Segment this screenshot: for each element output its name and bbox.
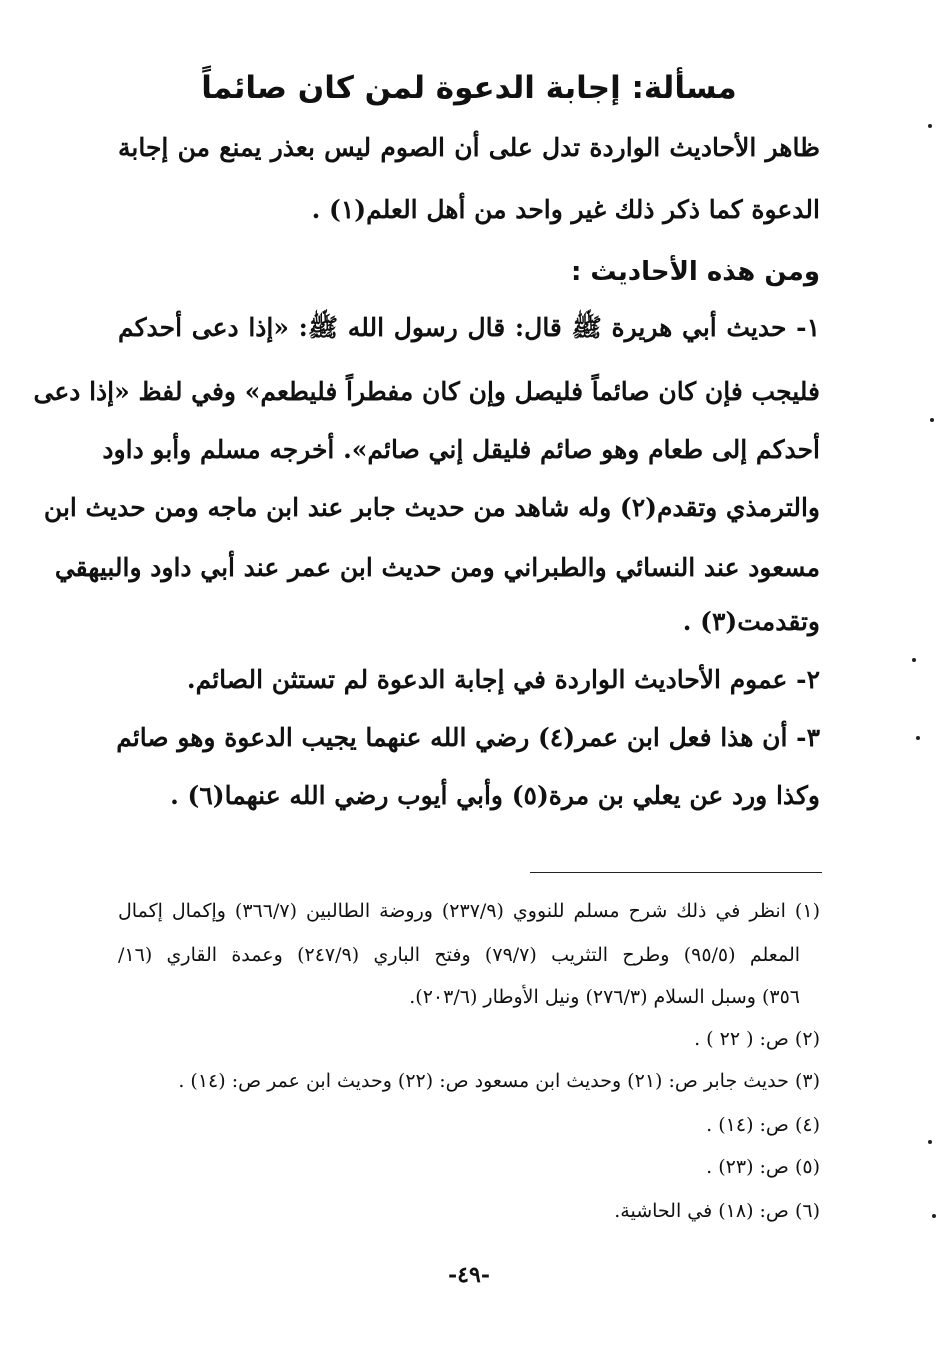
scan-mark [928,1140,932,1144]
body-line-3: أحدكم إلى طعام وهو صائم فليقل إني صائم». أخرجه مسلم وأبو داود [102,435,820,464]
footnote-line: (١) انظر في ذلك شرح مسلم للنووي (٢٣٧/٩) وروضة الطالبين (٣٦٦/٧) وإكمال إكمال [118,900,820,922]
body-line-9: وكذا ورد عن يعلي بن مرة(٥) وأبي أيوب رضي الله عنهما(٦) . [170,781,820,810]
body-line-8: ٣- أن هذا فعل ابن عمر(٤) رضي الله عنهما يجيب الدعوة وهو صائم [116,723,820,752]
footnote-separator [530,872,822,873]
footnote-line: (٦) ص: (١٨) في الحاشية. [614,1200,820,1222]
body-line-7: ٢- عموم الأحاديث الواردة في إجابة الدعوة لم تستثن الصائم. [186,665,820,694]
body-line-4: والترمذي وتقدم(٢) وله شاهد من حديث جابر عند ابن ماجه ومن حديث ابن [43,493,820,522]
body-line-1: ١- حديث أبي هريرة ﷺ قال: قال رسول الله ﷺ: «إذا دعى أحدكم [118,313,820,342]
page-number: -٤٩- [448,1262,490,1288]
page-title: مسألة: إجابة الدعوة لمن كان صائماً [201,70,737,106]
scan-mark [930,418,934,422]
body-line-6: وتقدمت(٣) . [682,607,820,636]
scan-mark [912,658,916,662]
scan-mark [928,124,932,128]
scan-mark [932,1214,936,1218]
body-line-2: فليجب فإن كان صائماً فليصل وإن كان مفطراً فليطعم» وفي لفظ «إذا دعى [33,377,820,406]
footnote-line: (٣) حديث جابر ص: (٢١) وحديث ابن مسعود ص: (٢٢) وحديث ابن عمر ص: (١٤) . [178,1070,820,1092]
footnote-line: المعلم (٩٥/٥) وطرح التثريب (٧٩/٧) وفتح الباري (٢٤٧/٩) وعمدة القاري (١٦/ [118,944,801,966]
intro-line-1: ظاهر الأحاديث الواردة تدل على أن الصوم ليس بعذر يمنع من إجابة [118,133,820,162]
footnote-line: (٢) ص: ( ٢٢ ) . [694,1028,820,1050]
scan-mark [916,736,920,740]
footnote-line: (٥) ص: (٢٣) . [706,1156,820,1178]
footnote-line: ٣٥٦) وسبل السلام (٢٧٦/٣) ونيل الأوطار (٢٠٣/٦). [409,986,800,1008]
section-heading: ومن هذه الأحاديث : [570,257,820,287]
intro-line-2: الدعوة كما ذكر ذلك غير واحد من أهل العلم(١) . [311,195,820,224]
footnote-line: (٤) ص: (١٤) . [706,1114,820,1136]
body-line-5: مسعود عند النسائي والطبراني ومن حديث ابن عمر عند أبي داود والبيهقي [54,553,820,582]
